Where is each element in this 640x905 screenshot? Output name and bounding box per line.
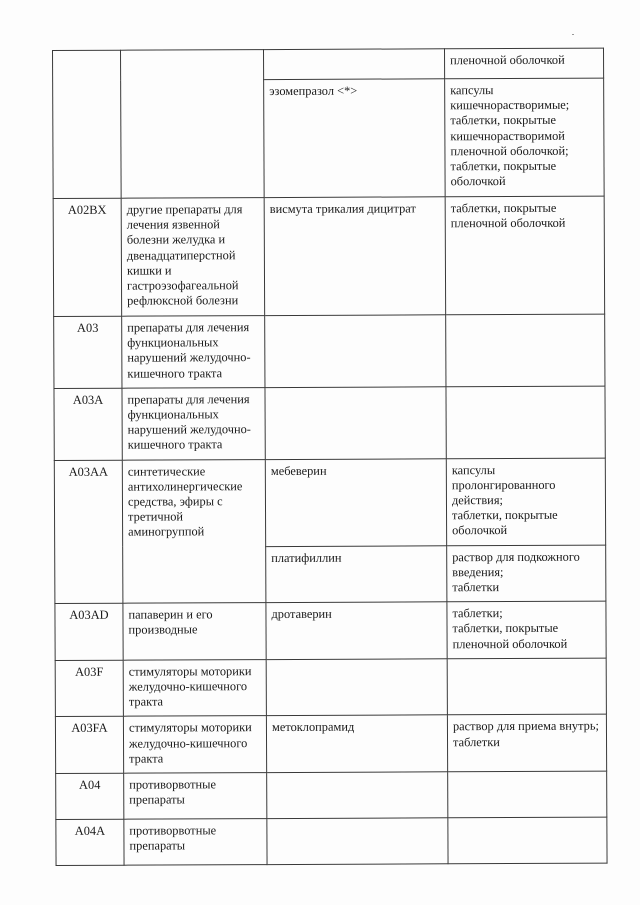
dosage-form-cell: капсулы кишечнорастворимые; таблетки, покрытые кишечнорастворимой пленочной оболочкой; таблетки, покрытые оболочкой [445, 78, 605, 197]
drug-group-cell: синтетические антихолинергические средства, эфиры с третичной аминогруппой [122, 459, 266, 603]
atc-code-cell: A03 [54, 316, 122, 388]
drug-name-cell [265, 315, 446, 388]
drug-group-cell: препараты для лечения функциональных нарушений желудочно- кишечного тракта [122, 316, 265, 388]
drug-group-cell: стимуляторы моторики желудочно-кишечного тракта [123, 716, 266, 773]
drug-name-cell [265, 387, 446, 460]
drug-name-cell: висмута трикалия дицитрат [264, 197, 446, 316]
drug-group-cell [121, 50, 265, 199]
table-body [53, 48, 608, 865]
drug-group-cell: стимуляторы моторики желудочно-кишечного тракта [123, 659, 266, 716]
table-row [55, 601, 606, 660]
drug-group-cell: папаверин и его производные [123, 603, 266, 660]
dosage-form-cell: раствор для подкожного введения; таблетки [447, 545, 606, 602]
table-row [53, 196, 605, 316]
drug-name-cell: эзомепразол <*> [264, 79, 446, 198]
table-row [54, 314, 605, 388]
dosage-form-cell [446, 314, 605, 387]
table-row [55, 715, 606, 774]
drug-classification-table [52, 48, 608, 866]
drug-group-cell: другие препараты для лечения язвенной болезни желудка и двенадцатиперстной кишки и гастроэзофагеальной рефлюксной болезни [121, 198, 265, 317]
drug-group-cell: противорвотные препараты [124, 819, 267, 866]
atc-code-cell: A03A [54, 388, 122, 460]
atc-code-cell [53, 50, 122, 198]
drug-name-cell: дротаверин [266, 602, 447, 659]
table-row [54, 458, 605, 547]
dosage-form-cell: капсулы пролонгированного действия; таблетки, покрытые оболочкой [446, 458, 605, 546]
atc-code-cell: A04 [56, 773, 124, 819]
dosage-form-cell: раствор для приема внутрь; таблетки [447, 715, 606, 772]
table-row [55, 658, 606, 717]
dosage-form-cell [446, 386, 605, 459]
drug-name-cell [264, 49, 445, 80]
dosage-form-cell [447, 658, 606, 715]
dosage-form-cell [448, 817, 607, 864]
atc-code-cell: A04A [56, 819, 124, 865]
drug-group-cell: противорвотные препараты [124, 773, 267, 820]
table-row [56, 817, 607, 865]
table-row [53, 48, 604, 80]
atc-code-cell: A03FA [55, 717, 123, 774]
drug-group-cell: препараты для лечения функциональных нарушений желудочно- кишечного тракта [122, 387, 265, 459]
atc-code-cell: A03AA [54, 460, 123, 604]
atc-code-cell: A03F [55, 660, 123, 717]
table-row [54, 386, 605, 460]
drug-name-cell: платифиллин [266, 545, 447, 602]
dosage-form-cell [448, 771, 607, 818]
dosage-form-cell: таблетки, покрытые пленочной оболочкой [445, 196, 605, 315]
drug-name-cell: метоклопрамид [266, 715, 447, 772]
scan-speck [572, 34, 574, 35]
drug-name-cell [266, 659, 447, 716]
dosage-form-cell: пленочной оболочкой [444, 48, 603, 79]
dosage-form-cell: таблетки; таблетки, покрытые пленочной оболочкой [447, 601, 606, 658]
atc-code-cell: A02BX [53, 198, 122, 316]
drug-name-cell [267, 772, 448, 819]
drug-name-cell [267, 818, 448, 865]
atc-code-cell: A03AD [55, 603, 123, 660]
drug-name-cell: мебеверин [265, 458, 446, 546]
table-row [56, 771, 607, 819]
